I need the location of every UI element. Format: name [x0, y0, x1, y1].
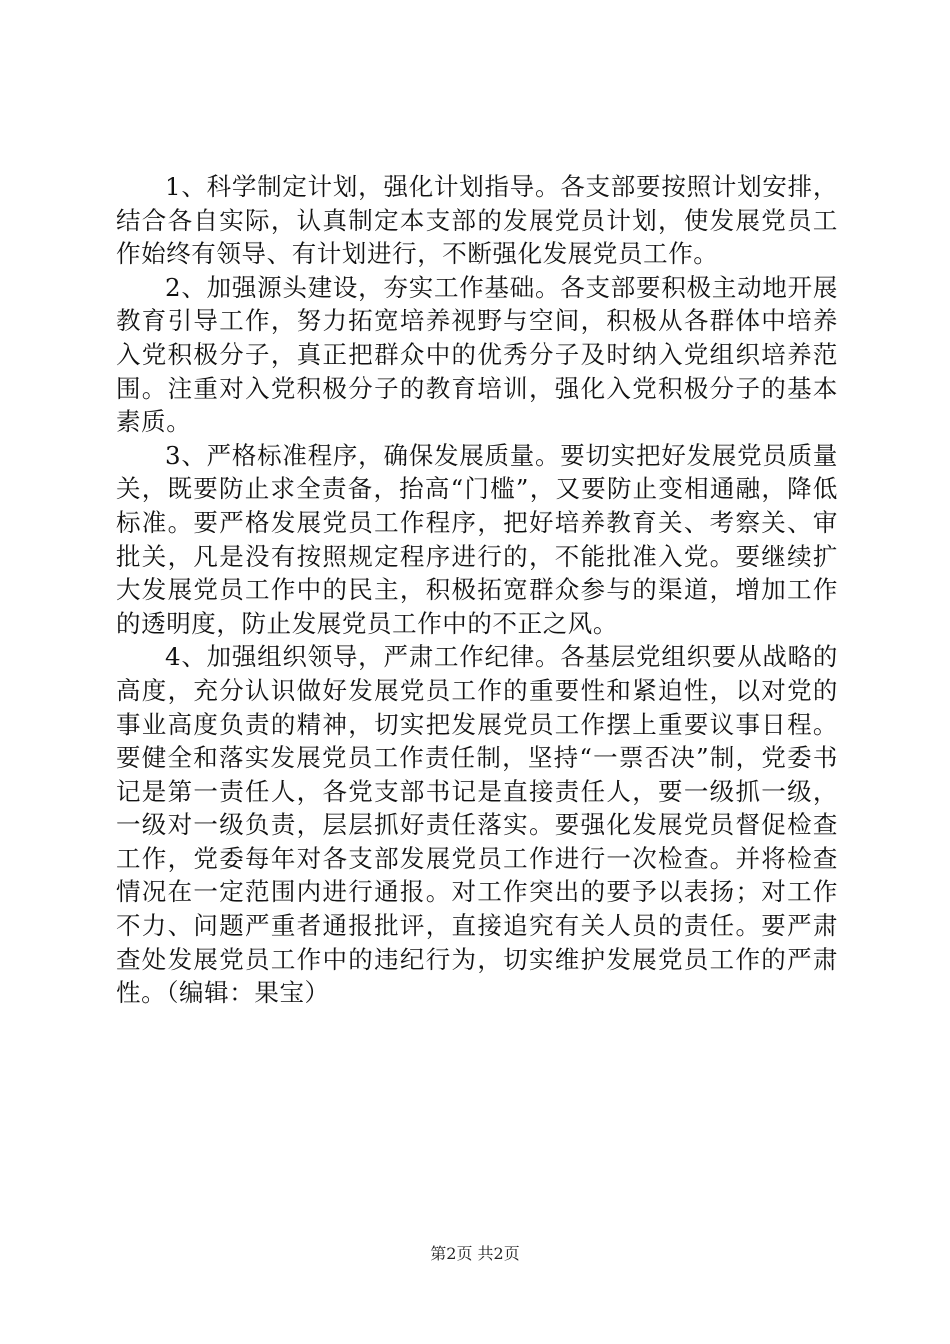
paragraph-3: 3、严格标准程序，确保发展质量。要切实把好发展党员质量关，既要防止求全责备，抬高“门槛”，又要防止变相通融，降低标准。要严格发展党员工作程序，把好培养教育关、考察关、审批关，凡是没有按照规定程序进行的，不能批准入党。要继续扩大发展党员工作中的民主，积极拓宽群众参与的渠道，增加工作的透明度，防止发展党员工作中的不正之风。 [116, 440, 838, 638]
paragraph-4: 4、加强组织领导，严肃工作纪律。各基层党组织要从战略的高度，充分认识做好发展党员工作的重要性和紧迫性，以对党的事业高度负责的精神，切实把发展党员工作摆上重要议事日程。要健全和落实发展党员工作责任制，坚持“一票否决”制，党委书记是第一责任人，各党支部书记是直接责任人，要一级抓一级，一级对一级负责，层层抓好责任落实。要强化发展党员督促检查工作，党委每年对各支部发展党员工作进行一次检查。并将检查情况在一定范围内进行通报。对工作突出的要予以表扬；对工作不力、问题严重者通报批评，直接追究有关人员的责任。要严肃查处发展党员工作中的违纪行为，切实维护发展党员工作的严肃性。（编辑：果宝） [116, 642, 838, 1008]
document-body [116, 170, 838, 1010]
paragraph-2: 2、加强源头建设，夯实工作基础。各支部要积极主动地开展教育引导工作，努力拓宽培养视野与空间，积极从各群体中培养入党积极分子，真正把群众中的优秀分子及时纳入党组织培养范围。注重对入党积极分子的教育培训，强化入党积极分子的基本素质。 [116, 272, 838, 437]
page-number-footer: 第2页 共2页 [430, 1244, 520, 1263]
paragraph-1: 1、科学制定计划，强化计划指导。各支部要按照计划安排，结合各自实际，认真制定本支部的发展党员计划，使发展党员工作始终有领导、有计划进行，不断强化发展党员工作。 [116, 172, 838, 269]
